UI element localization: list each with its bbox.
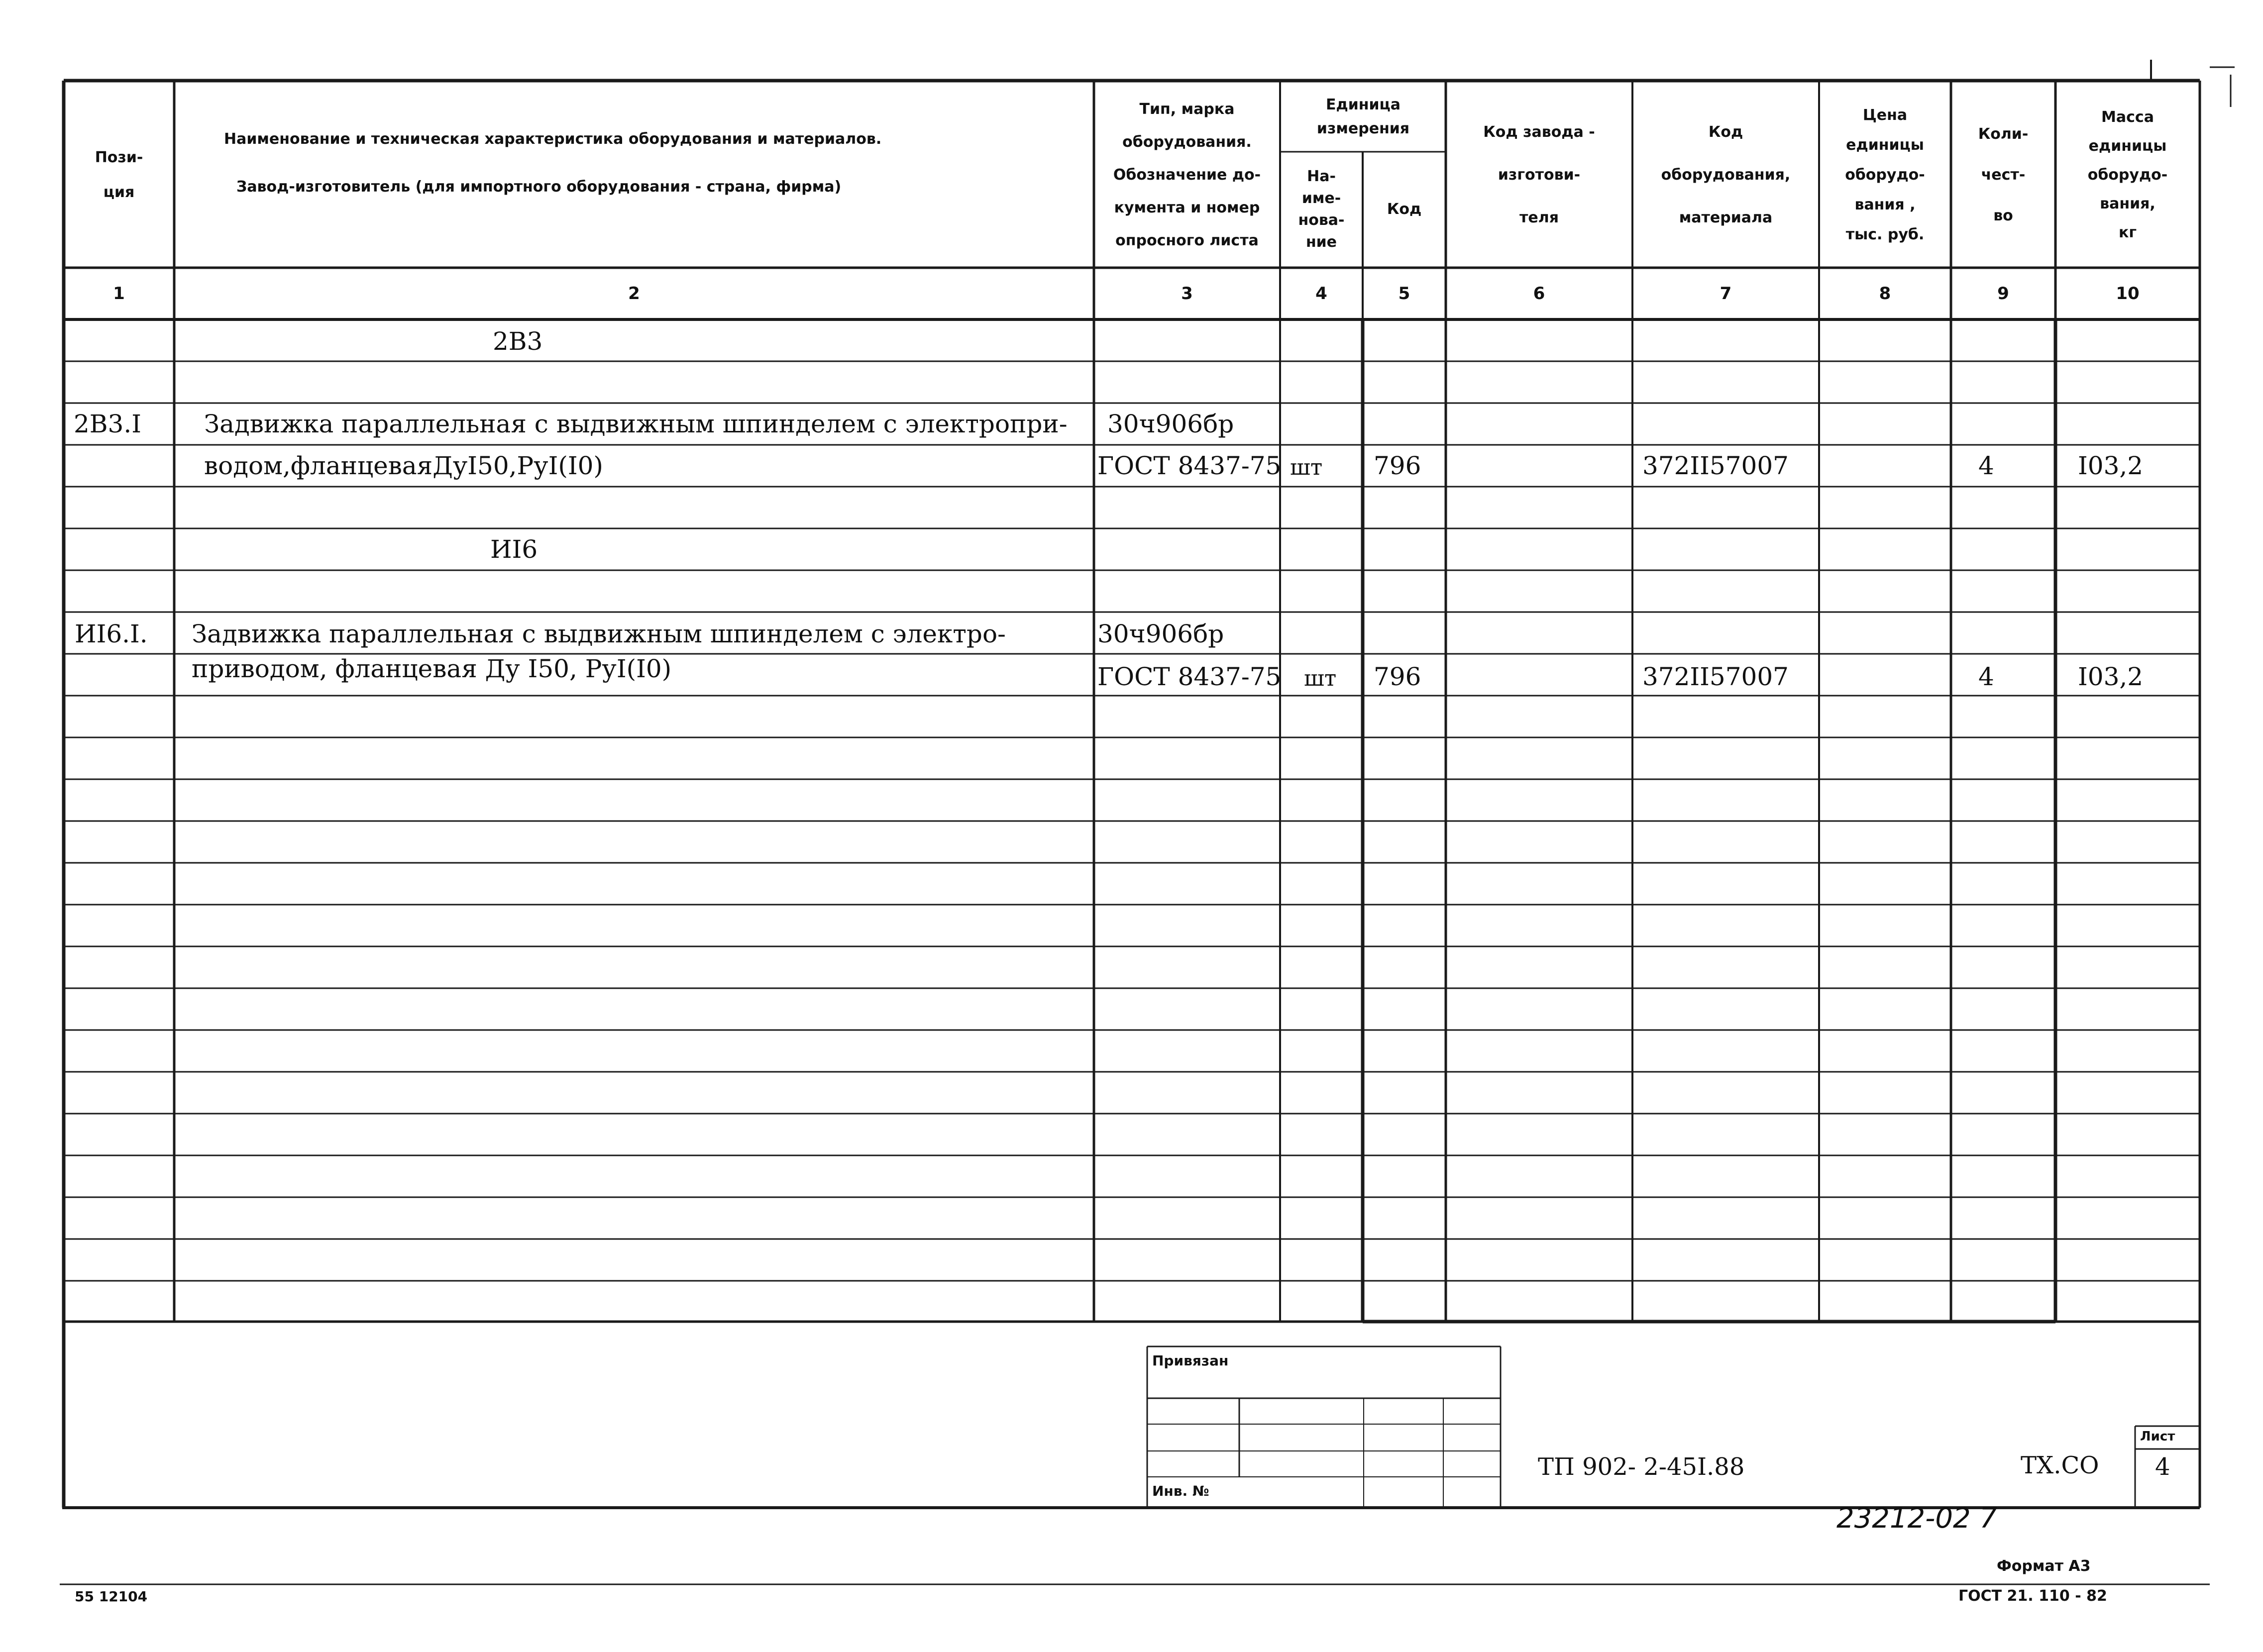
row-2b3-1-name-line2: водом,фланцеваяДуI50,РуI(I0): [204, 451, 603, 480]
header-quantity: Коли- чест- во: [1978, 125, 2029, 224]
row-2b3-1-mass: I03,2: [2078, 451, 2144, 480]
row-i16-1-mass: I03,2: [2078, 662, 2144, 691]
row-i16-1-unit: шт: [1304, 666, 1337, 691]
row-i16-1-type: 30ч906бр: [1097, 620, 1224, 648]
stamp-sheet-label: Лист: [2140, 1429, 2175, 1444]
section-i16: ИI6: [490, 535, 538, 564]
stamp-attached-label: Привязан: [1152, 1352, 1229, 1369]
col-number-10: 10: [2116, 284, 2140, 304]
row-i16-1-name-line2: приводом, фланцевая Ду I50, РуI(I0): [192, 654, 672, 683]
row-i16-1-name-line1: Задвижка параллельная с выдвижным шпинделем с электро-: [192, 620, 1006, 648]
col-number-1: 1: [113, 284, 125, 304]
row-2b3-1-type: 30ч906бр: [1107, 410, 1234, 438]
bottom-code: 55 12104: [75, 1588, 148, 1605]
col-number-7: 7: [1720, 284, 1732, 304]
col-number-4: 4: [1315, 284, 1327, 304]
row-i16-1-position: ИI6.I.: [75, 620, 148, 648]
header-price: Цена единицы оборудо- вания , тыс. руб.: [1845, 106, 1925, 243]
stamp-sheet-number: 4: [2155, 1453, 2170, 1481]
row-i16-1-gost: ГОСТ 8437-75: [1097, 662, 1282, 691]
header-position: Пози- ция: [95, 149, 143, 201]
stamp-doc-code: ТП 902- 2-45I.88: [1538, 1453, 1745, 1481]
row-i16-1-equipment-code: 372II57007: [1642, 662, 1789, 691]
row-i16-1-quantity: 4: [1978, 662, 1994, 691]
gost-label: ГОСТ 21. 110 - 82: [1958, 1587, 2107, 1605]
col-number-8: 8: [1879, 284, 1891, 304]
header-equipment-code: Код оборудования, материала: [1661, 123, 1791, 226]
row-i16-1-unit-code: 796: [1374, 662, 1421, 691]
col-number-6: 6: [1533, 284, 1545, 304]
row-2b3-1-unit-code: 796: [1374, 451, 1421, 480]
row-2b3-1-gost: ГОСТ 8437-75: [1097, 451, 1282, 480]
row-2b3-1-unit: шт: [1290, 455, 1323, 480]
row-2b3-1-position: 2В3.I: [74, 410, 142, 438]
header-unit-group: Единица измерения: [1316, 96, 1410, 137]
stamp-inv-label: Инв. №: [1152, 1483, 1209, 1499]
header-factory-code: Код завода - изготови- теля: [1483, 123, 1595, 226]
header-name-line1: Наименование и техническая характеристика оборудования и материалов.: [224, 130, 882, 148]
col-number-2: 2: [628, 284, 640, 304]
col-number-9: 9: [1997, 284, 2009, 304]
col-number-5: 5: [1398, 284, 1410, 304]
row-2b3-1-name-line1: Задвижка параллельная с выдвижным шпинделем с электропри-: [204, 410, 1068, 438]
header-unit-code: Код: [1387, 201, 1422, 218]
stamp-doc-section: ТХ.СО: [2021, 1451, 2099, 1479]
section-2b3: 2В3: [493, 327, 543, 356]
header-mass: Масса единицы оборудо- вания, кг: [2087, 108, 2168, 241]
col-number-3: 3: [1181, 284, 1193, 304]
row-2b3-1-equipment-code: 372II57007: [1642, 451, 1789, 480]
header-name-line2: Завод-изготовитель (для импортного оборудования - страна, фирма): [236, 178, 842, 196]
format-label: Формат А3: [1997, 1557, 2091, 1575]
header-type: Тип, марка оборудования. Обозначение до- кумента и номер опросного листа: [1113, 101, 1261, 249]
header-unit-name: На- име- нова- ние: [1298, 168, 1345, 251]
handwritten-number: 23212-02 7: [1836, 1502, 1998, 1535]
row-2b3-1-quantity: 4: [1978, 451, 1994, 480]
